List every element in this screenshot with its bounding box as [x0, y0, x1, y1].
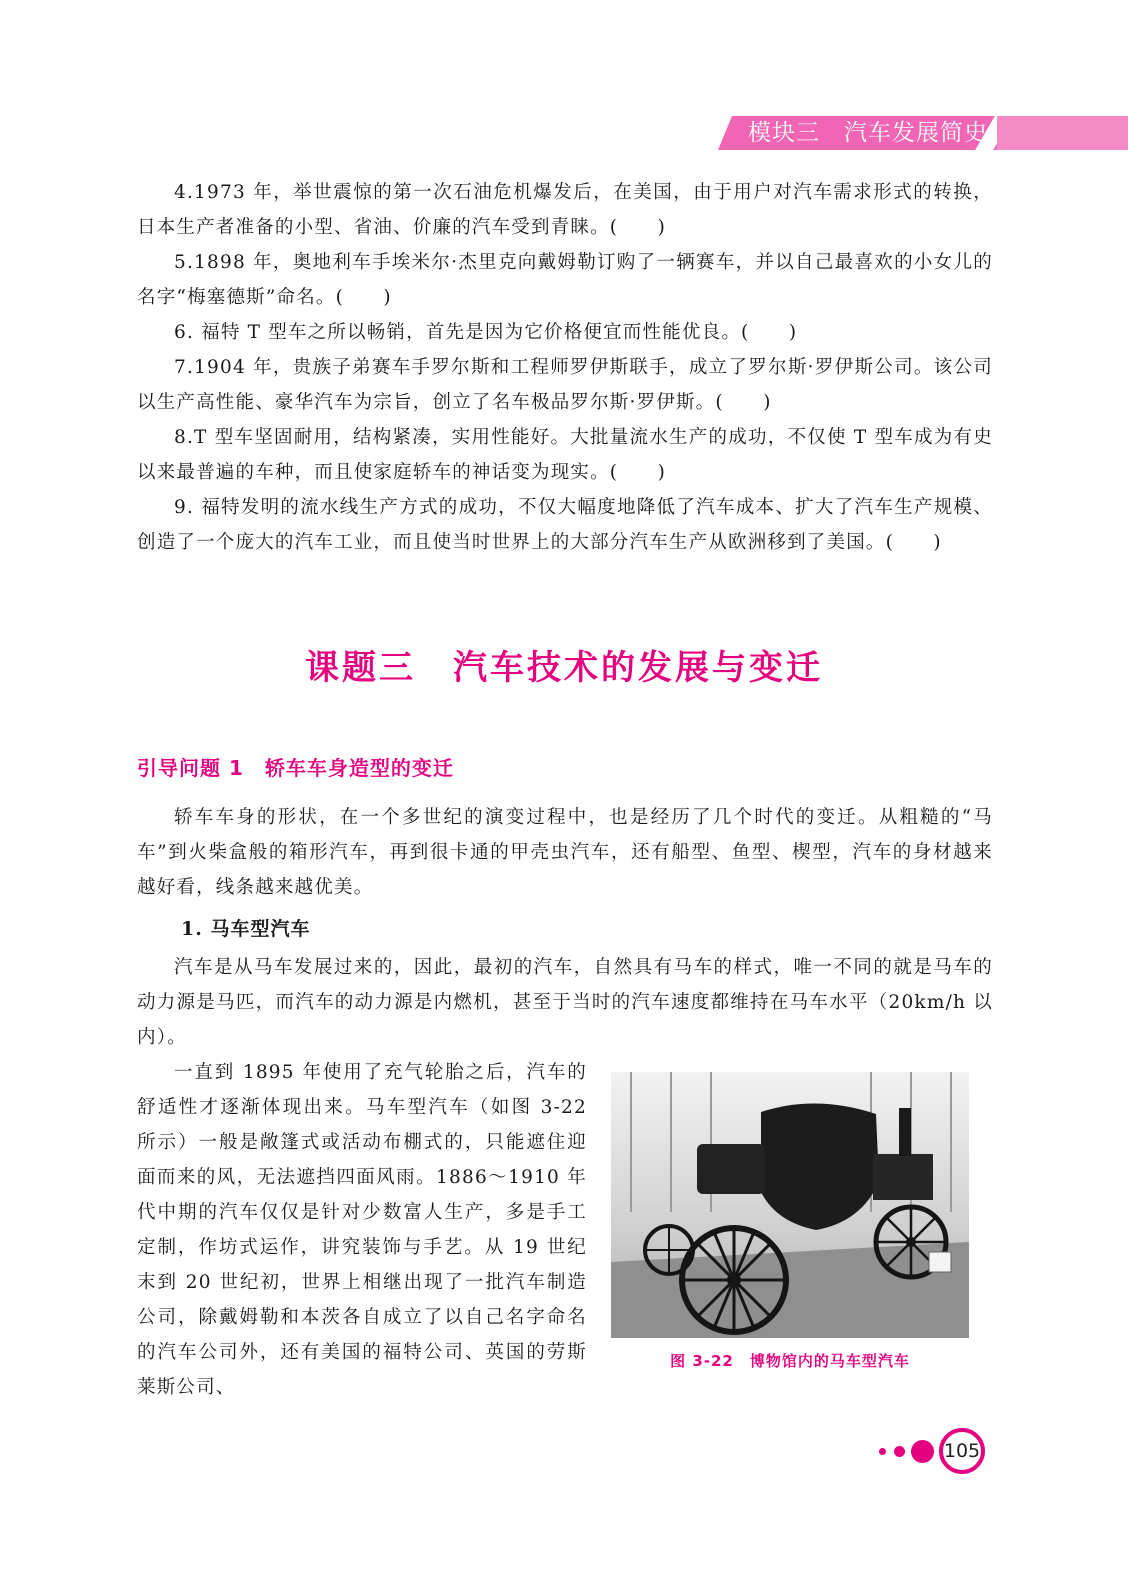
- figure-caption: 图 3-22 博物馆内的马车型汽车: [670, 1352, 910, 1370]
- footer-dot-large: [911, 1440, 934, 1463]
- carriage-car-photo: [611, 1072, 969, 1338]
- carriage-car-illustration: [611, 1072, 969, 1338]
- guide-question-heading: 引导问题 1 轿车车身造型的变迁: [137, 756, 454, 780]
- carriage-car-paragraph-2: 一直到 1895 年使用了充气轮胎之后，汽车的舒适性才逐渐体现出来。马车型汽车（如图 3-22 所示）一般是敞篷式或活动布棚式的，只能遮住迎面而来的风，无法遮挡四面风雨。1886～1910 年代中期的汽车仅仅是针对少数富人生产，多是手工定制，作坊式运作，讲究装饰与手艺。从 19 世纪末到 20 世纪初，世界上相继出现了一批汽车制造公司，除戴姆勒和本茨各自成立了以自己名字命名的汽车公司外，还有美国的福特公司、英国的劳斯莱斯公司、: [137, 1062, 587, 1398]
- question-7: 7.1904 年，贵族子弟赛车手罗尔斯和工程师罗伊斯联手，成立了罗尔斯·罗伊斯公司。该公司以生产高性能、豪华汽车为宗旨，创立了名车极品罗尔斯·罗伊斯。( ): [137, 357, 993, 413]
- running-header: [748, 118, 988, 148]
- header-module: 模块三: [748, 120, 820, 146]
- question-8: 8.T 型车坚固耐用，结构紧凑，实用性能好。大批量流水生产的成功，不仅使 T 型车成为有史以来最普遍的车种，而且使家庭轿车的神话变为现实。( ): [137, 427, 993, 483]
- header-band-tail: [997, 116, 1128, 150]
- carriage-car-paragraph-1: 汽车是从马车发展过来的，因此，最初的汽车，自然具有马车的样式，唯一不同的就是马车的动力源是马匹，而汽车的动力源是内燃机，甚至于当时的汽车速度都维持在马车水平（20km/h 以内）。: [137, 957, 993, 1048]
- question-9: 9. 福特发明的流水线生产方式的成功，不仅大幅度地降低了汽车成本、扩大了汽车生产规模、创造了一个庞大的汽车工业，而且使当时世界上的大部分汽车生产从欧洲移到了美国。( ): [137, 497, 993, 553]
- intro-paragraph: 轿车车身的形状，在一个多世纪的演变过程中，也是经历了几个时代的变迁。从粗糙的“马车”到火柴盒般的箱形汽车，再到很卡通的甲壳虫汽车，还有船型、鱼型、楔型，汽车的身材越来越好看，线条越来越优美。: [137, 807, 993, 898]
- question-6: 6. 福特 T 型车之所以畅销，首先是因为它价格便宜而性能优良。( ): [174, 322, 798, 343]
- header-title: 汽车发展简史: [844, 120, 988, 146]
- footer-dot-medium: [894, 1446, 905, 1457]
- section-title: 课题三 汽车技术的发展与变迁: [305, 648, 823, 688]
- item-heading-carriage-car: 1. 马车型汽车: [181, 918, 311, 940]
- footer-dot-small: [879, 1448, 886, 1455]
- page-number: 105: [939, 1428, 985, 1474]
- question-4: 4.1973 年，举世震惊的第一次石油危机爆发后，在美国，由于用户对汽车需求形式的转换，日本生产者准备的小型、省油、价廉的汽车受到青睐。( ): [137, 182, 993, 238]
- question-5: 5.1898 年，奥地利车手埃米尔·杰里克向戴姆勒订购了一辆赛车，并以自己最喜欢的小女儿的名字“梅塞德斯”命名。( ): [137, 252, 993, 308]
